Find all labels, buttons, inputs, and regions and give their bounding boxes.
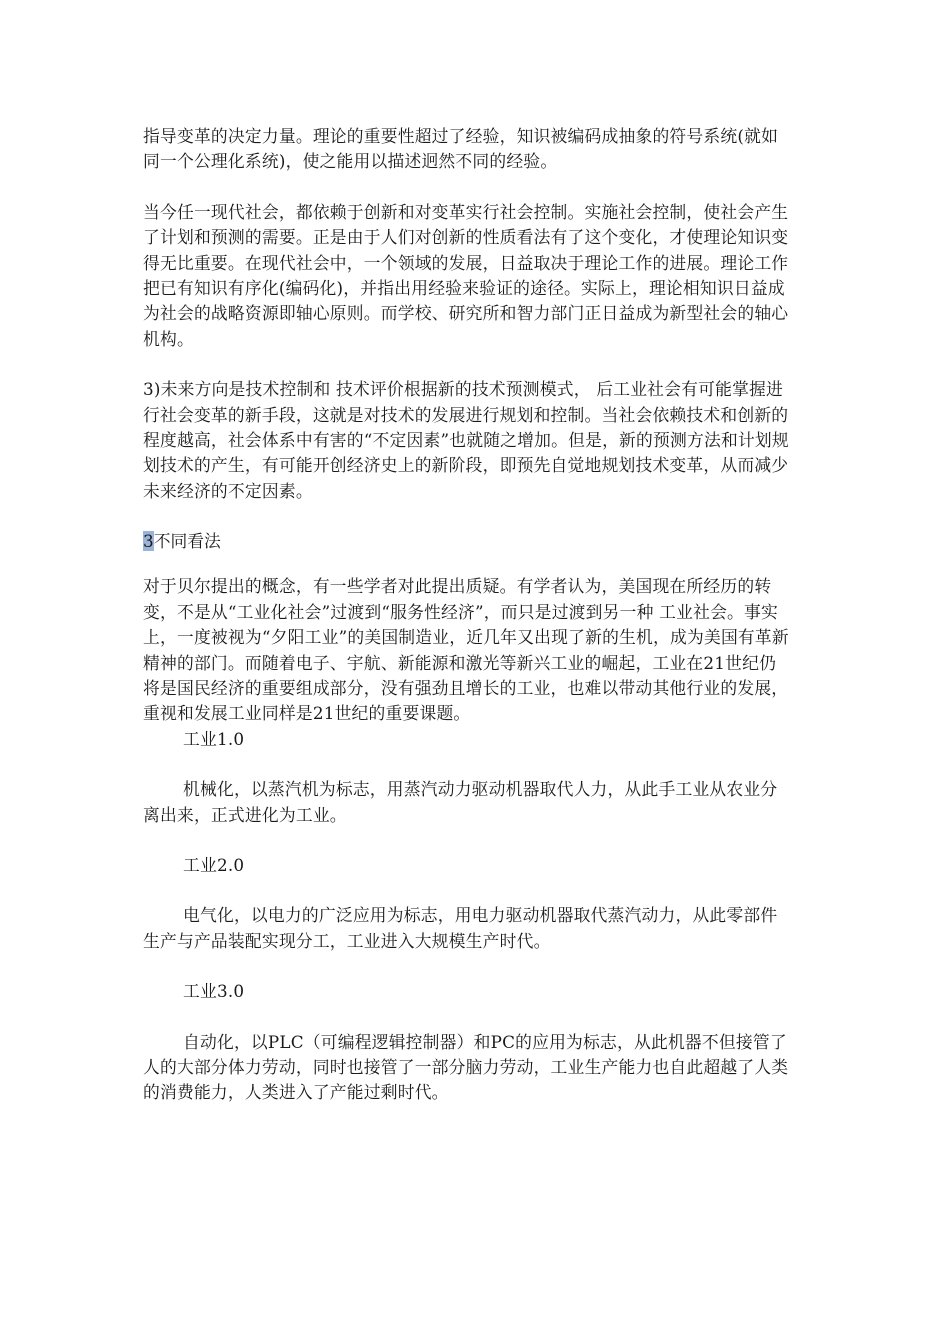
industry-2-description [143, 903, 793, 954]
industry-2-text: 电气化，以电力的广泛应用为标志，用电力驱动机器取代蒸汽动力，从此零部件生产与产品装配实现分工，工业进入大规模生产时代。 [143, 905, 778, 951]
heading-text: 不同看法 [153, 531, 221, 552]
industry-2-title: 工业2.0 [183, 854, 245, 875]
paragraph-gap [143, 828, 793, 853]
paragraph-social-control: 当今任一现代社会，都依赖于创新和对变革实行社会控制。实施社会控制，使社会产生了计划和预测的需要。正是由于人们对创新的性质看法有了这个变化，才使理论知识变得无比重要。在现代社会中，一个领域的发展，日益取决于理论工作的进展。理论工作把已有知识有序化(编码化)，并指出用经验来验证的途径。实际上，理论相知识日益成为社会的战略资源即轴心原则。而学校、研究所和智力部门正日益成为新型社会的轴心机构。 [143, 201, 789, 349]
paragraph-technology-control: 3)未来方向是技术控制和 技术评价根据新的技术预测模式， 后工业社会有可能掌握进行社会变革的新手段，这就是对技术的发展进行规划和控制。当社会依赖技术和创新的程度越高，社会体系中有害的“不定因素”也就随之增加。但是，新的预测方法和计划规划技术的产生，有可能开创经济史上的新阶段，即预先自觉地规划技术变革，从而减少未来经济的不定因素。 [143, 379, 789, 501]
paragraph-gap [143, 752, 793, 777]
paragraph-gap [143, 554, 793, 574]
industry-3-description [143, 1030, 793, 1106]
paragraph-gap [143, 878, 793, 903]
paragraph-theory-knowledge: 指导变革的决定力量。理论的重要性超过了经验，知识被编码成抽象的符号系统(就如同一个公理化系统)，使之能用以描述迥然不同的经验。 [143, 126, 779, 172]
paragraph-gap [143, 504, 793, 529]
industry-1-title: 工业1.0 [183, 728, 245, 749]
paragraph-gap [143, 352, 793, 377]
industry-3-text: 自动化，以PLC（可编程逻辑控制器）和PC的应用为标志，从此机器不但接管了人的大部分体力劳动，同时也接管了一部分脑力劳动，工业生产能力也自此超越了人类的消费能力，人类进入了产能过剩时代。 [143, 1031, 789, 1103]
document-page [143, 124, 793, 1106]
industry-1-text: 机械化，以蒸汽机为标志，用蒸汽动力驱动机器取代人力，从此手工业从农业分离出来，正式进化为工业。 [143, 779, 778, 825]
paragraph-gap [143, 1005, 793, 1030]
industry-1-description [143, 777, 793, 828]
paragraph-differing-views: 对于贝尔提出的概念，有一些学者对此提出质疑。有学者认为，美国现在所经历的转变，不是从“工业化社会”过渡到“服务性经济”，而只是过渡到另一种 工业社会。事实上，一度被视为“夕阳工业”的美国制造业，近几年又出现了新的生机，成为美国有革新精神的部门。而随着电子、宇航、新能源和激光等新兴工业的崛起，工业在21世纪仍将是国民经济的重要组成部分，没有强劲且增长的工业，也难以带动其他行业的发展，重视和发展工业同样是21世纪的重要课题。 [143, 576, 789, 724]
selected-heading-number[interactable]: 3 [143, 531, 154, 552]
section-heading [143, 529, 793, 554]
industry-3-title: 工业3.0 [183, 981, 245, 1002]
paragraph-gap [143, 175, 793, 200]
paragraph-gap [143, 954, 793, 979]
